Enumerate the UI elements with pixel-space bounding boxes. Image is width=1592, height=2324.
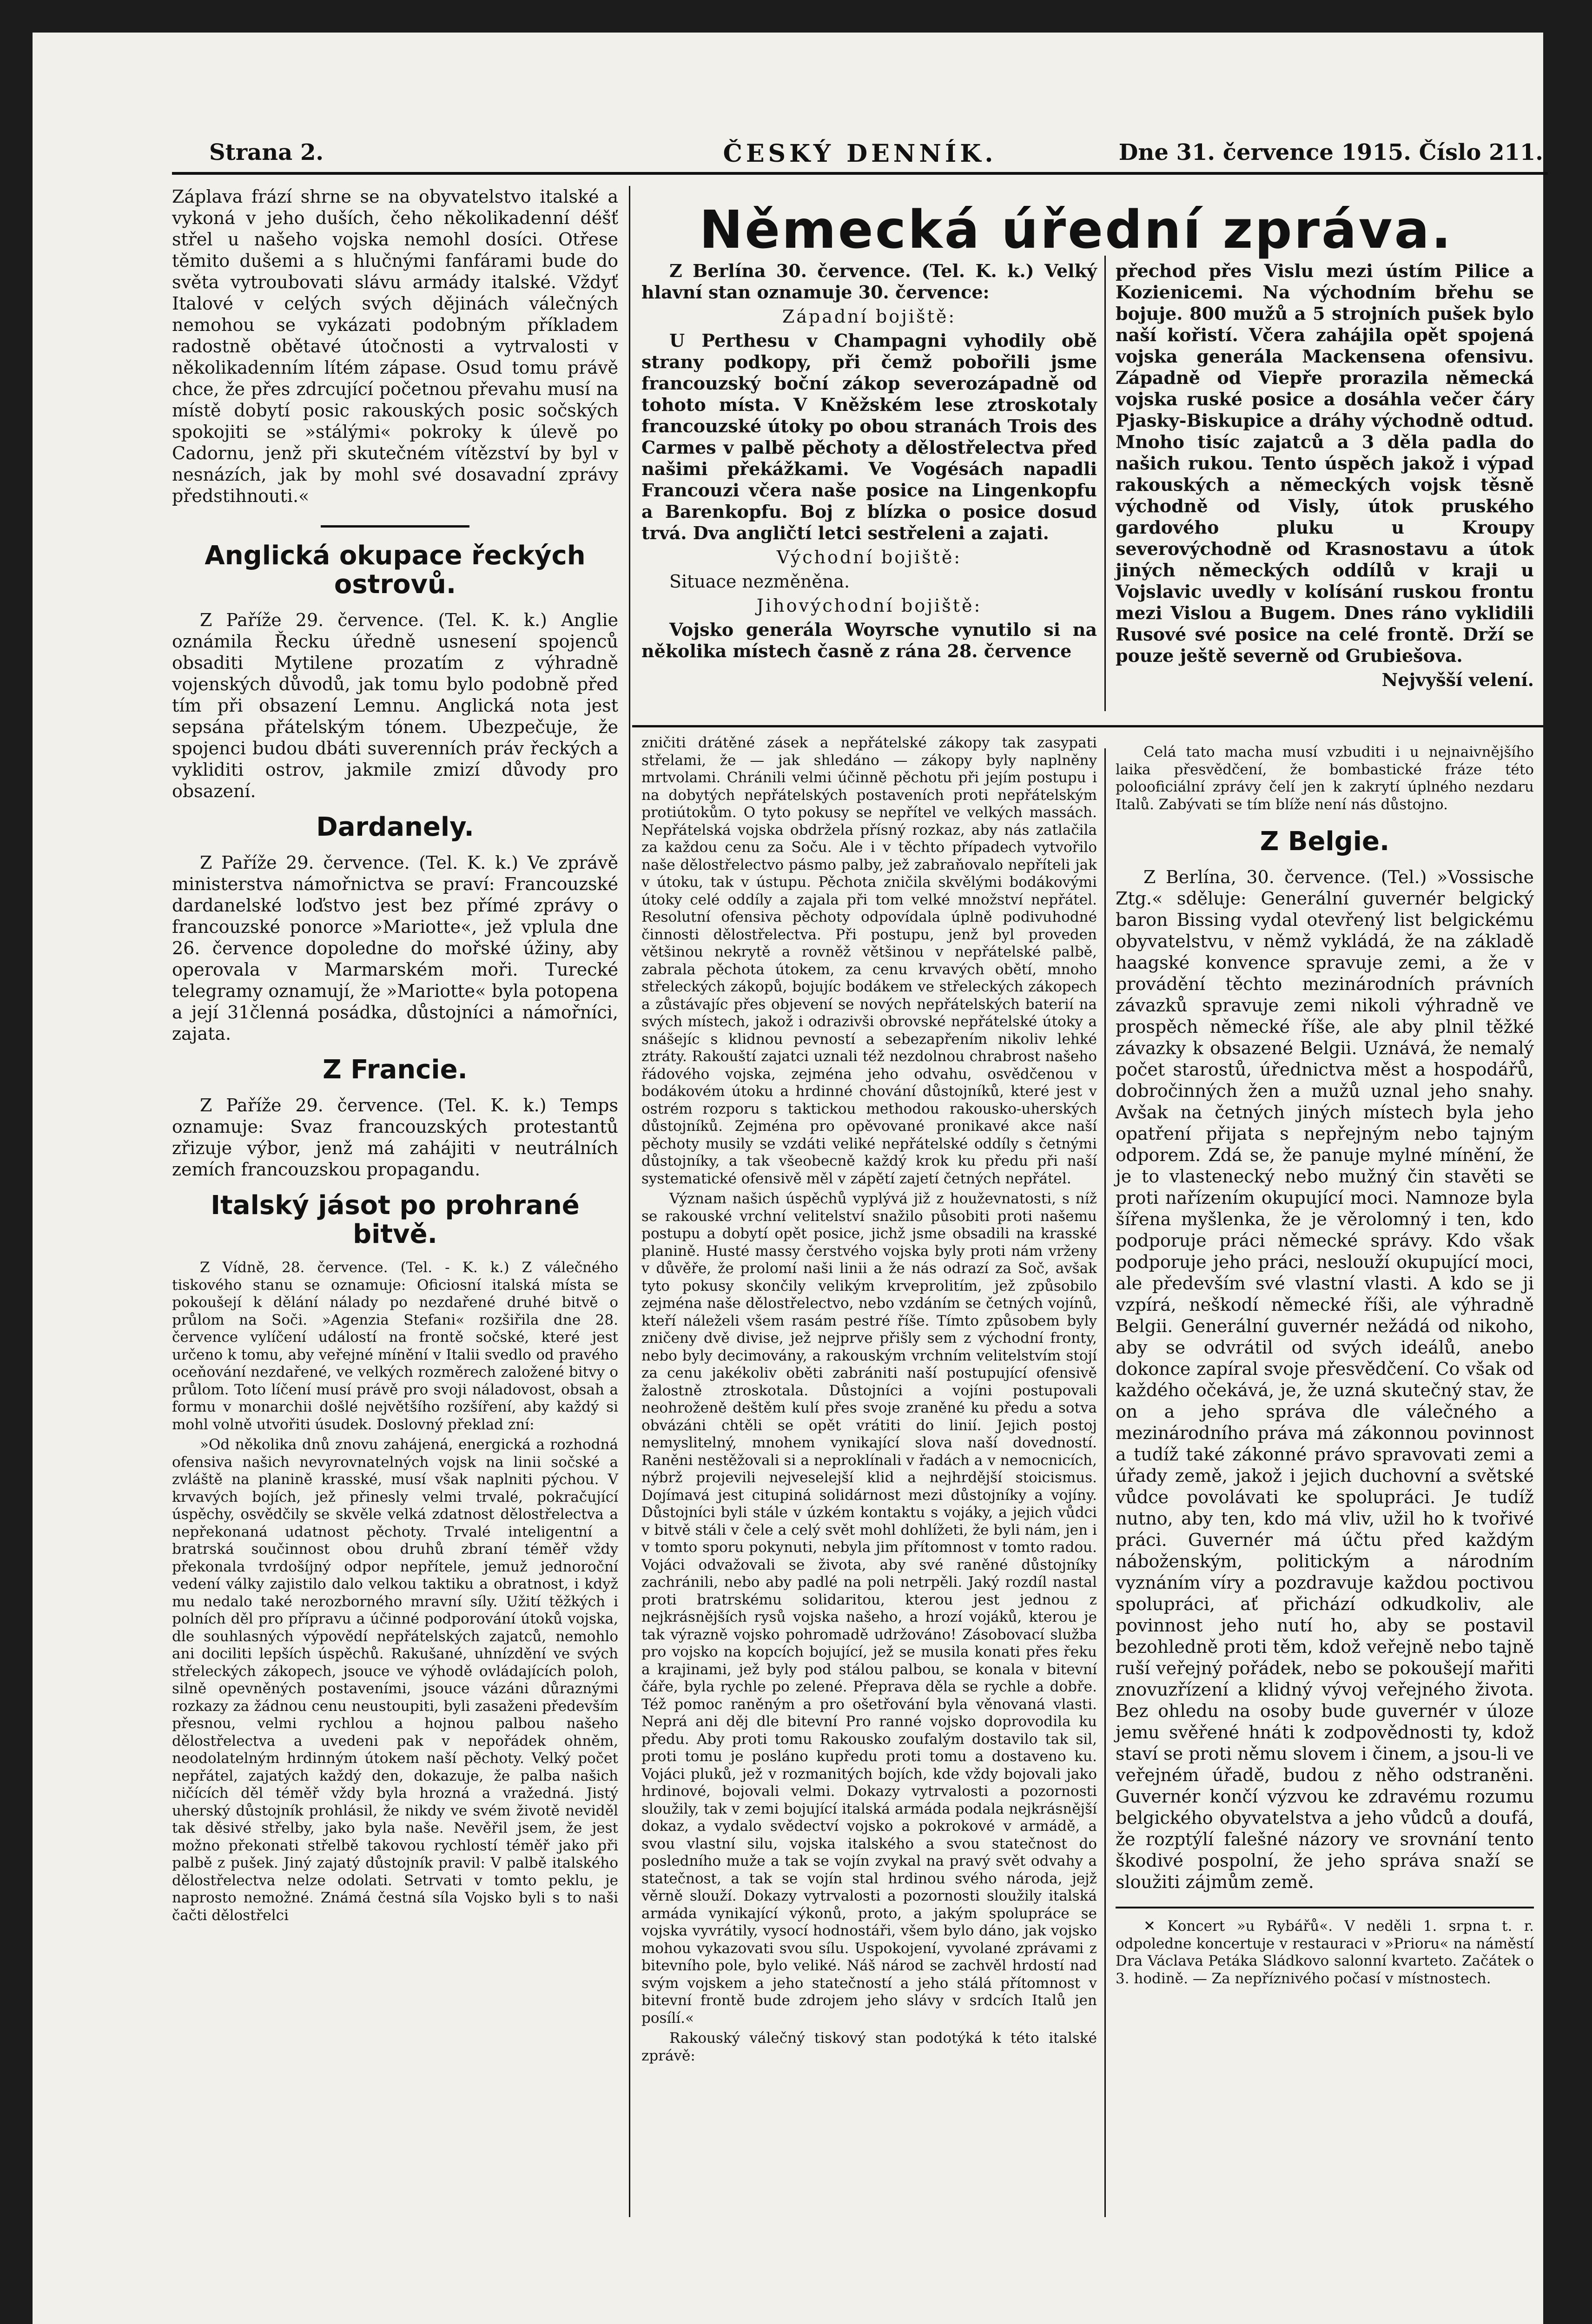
section-rule [632,725,1543,727]
article-dardanely: Z Paříže 29. července. (Tel. K. k.) Ve zprávě ministerstva námořnictva se praví: Francouzské dardanelské loďstvo jest bez přímé zprávy o francouzské ponorce »Mariotte«, jež vplula dne 26. července dopoledne do mořské úžiny, aby operovala v Marmarském moři. Turecké telegramy oznamují, že »Mariotte« byla potopena a její 31členná posádka, důstojníci a námořníci, zajata. [172,852,618,1044]
subhead-vychodni: Východní bojiště: [776,547,962,568]
report-jihovychodni: Vojsko generála Woyrsche vynutilo si na několika místech časně z rána 28. července [641,619,1097,661]
heading-italsky-jasot: Italský jásot po prohrané bitvě. [211,1190,580,1249]
column-2-bottom [641,734,1097,2222]
intro-paragraph: Záplava frází shrne se na obyvatelstvo italské a vykoná v jeho duších, čeho několikadenní déšť střel u našeho vojska nemohl dosíci. Otřese těmito dušemi a s hlučnými fanfárami bude do světa vytroubovati slávu armády italské. Vždyť Italové v celých svých dějinách válečných nemohou se vykázati podobným příkladem radostně obětavé útočnosti a vytrvalosti v několikadenním lítém zápase. Osud tomu právě chce, že přes zdrcující početnou převahu musí na místě dobytí posic rakouských posic sočských spokojiti se »stálými« pokroky k úlevě po Cadornu, jenž při skutečném vítězství by byl v nesnázích, jak by mohl své dosavadní zprávy předstihnouti.« [172,186,618,506]
report-continued: přechod přes Vislu mezi ústím Pilice a Kozienicemi. Na východním břehu se bojuje. 800 mužů a 5 strojních pušek bylo naší kořistí. Včera zahájila opět spojená vojska generála Mackensena ofensivu. Západně od Viepře prorazila německá vojska ruské posice a dosáhla večer čáry Pjasky-Biskupice a dráhy východně odtud. Mnoho tisíc zajatců a 3 děla padla do našich rukou. Tento úspěch jakož i výpad rakouských a německých vojsk těsně východně od Visly, útok pruského gardového pluku u Kroupy severovýchodně od Krasnostavu a útok jiných německých oddílů v kraji u Vojslavic uvedly v kolísání ruskou frontu mezi Vislou a Bugem. Dnes ráno vyklidili Rusové své posice na celé frontě. Drží se pouze ještě severně od Grubiešova. [1116,260,1534,666]
italian-report-continued: zničiti drátěné zásek a nepřátelské zákopy tak zasypati střelami, že — jak shledáno — zákopy byly naplněny mrtvolami. Chránili velmi účinně pěchotu při jejím postupu i na dobytých nepřátelských postaveních proti nepřátelským protiútokům. O tyto pokusy se nepřítel ve velkých massách. Nepřátelská vojska obdržela přísný rozkaz, aby nás zatlačila za každou cenu za Soču. Ale i v těchto případech vytvořilo naše dělostřelectvo pásmo palby, jež zabraňovalo nepříteli jak v útoku, tak v ústupu. Pěchota zničila skvělými bodákovými útoky celé oddíly a zajala při tom velké množství nepřátel. Resolutní ofensiva pěchoty odpovídala úplně podivuhodné činnosti dělostřelectva. Při postupu, jenž byl proveden většinou nekrytě a rovněž většinou v nepřátelské palbě, zabrala pěchota útokem, za cenu krvavých obětí, mnoho střeleckých zákopů, bojujíc bodákem ve střeleckých zákopech a zůstávajíc přes objevení se nových nepřátelských baterií na svých místech, jakož i odrazivši obrovské nepřátelské útoky a snášejíc s klidnou pevností a sebezapřením nikoliv lehké ztráty. Rakouští zajatci uznali též nezdolnou chrabrost našeho řádového vojska, zejména jeho odvahu, osvědčenou v bodákovém útoku a hrdinné chování důstojníků, které jest v ostrém rozporu s taktickou methodou rakousko-uherských důstojníků. Zejména pro opěvované pronikavé akce naší pěchoty musily se vzdáti veliké nepřátelské oddíly s četnými důstojníky, a tak všeobecně každý krok ku předu při naší systematické ofensivě měl v zápětí zajetí četných nepřátel. [641,734,1097,1187]
article-belgie: Z Berlína, 30. července. (Tel.) »Vossische Ztg.« sděluje: Generální guvernér belgický baron Bissing vydal otevřený list belgickému obyvatelstvu, v němž vykládá, že na základě haagské konvence spravuje zemi, a že v provádění těchto mezinárodních právních závazků spravuje zemi nikoli výhradně ve prospěch německé říše, ale aby plnil těžké závazky k obsazené Belgii. Uznává, že nemalý počet starostů, úřednictva měst a hospodářů, dobročinných žen a mužů uznal jeho snahy. Avšak na četných jiných místech byla jeho opatření přijata s nepřejným nebo tajným odporem. Zdá se, že panuje mylné mínění, že je to vlastenecký nebo mužný čin stavěti se proti nařízením okupující moci. Namnoze byla šířena myšlenka, že je věrolomný i ten, kdo podporuje práci německé správy. Kdo však podporuje jeho práci, neslouží okupující moci, ale především své vlastní vlasti. A kdo se ji vzpírá, neškodí německé říši, ale výhradně Belgii. Generální guvernér nežádá od nikoho, aby se odvrátil od svých ideálů, anebo dokonce zapíral svoje přesvědčení. Co však od každého očekává, je, že uzná skutečný stav, že on a jeho správa dle válečného a mezinárodního práva má zákonnou povinnost a tudíž také zákonné právo spravovati zemi a úřady země, jakož i jejich duchovní a světské vůdce povolávati ke spolupráci. Je tudíž nutno, aby ten, kdo má vliv, užil ho k tvořivé práci. Guvernér má účtu před každým náboženským, politickým a národním vyznáním víry a pozdravuje každou poctivou spolupráci, ať přichází odkudkoliv, ale povinnost jeho nutí ho, aby se postavil bezohledně proti těm, kdož veřejně nebo tajně ruší veřejný pořádek, nebo se pokoušejí mařiti znovuzřízení a klidný vývoj veřejného života. Bez ohledu na osoby bude guvernér v úloze jemu svěřené hnáti k zodpovědnosti ty, kdož staví se proti němu slovem i činem, a jsou-li ve veřejném úřadě, budou z něho odstraněni. Guvernér končí výzvou ke zdravému rozumu belgického obyvatelstva a jeho vůdců a doufá, že rozptýlí falešné názory ve srovnání tento škodivé pospolní, že jeho správa snaží se sloužiti zájmům země. [1116,867,1534,1892]
header-rule [172,172,1548,175]
banner-nemecka-uredni-zprava: Německá úřední zpráva. [699,200,1453,260]
commentary-note: Celá tato macha musí vzbuditi i u nejnaivnějšího laika přesvědčení, že bombastické fráze této polooficiální zprávy čelí jen k zakrytí úplného nezdaru Italů. Zabývati se tím blíže není nás důstojno. [1116,744,1534,813]
article-italsky-lead: Z Vídně, 28. července. (Tel. - K. k.) Z válečného tiskového stanu se oznamuje: Oficiosní italská místa se pokoušejí k dělání nálady po nezdařené druhé bitvě o průlom na Soči. »Agenzia Stefani« rozšiřila dne 28. července vylíčení událostí na frontě sočské, které jest určeno k tomu, aby veřejné mínění v Italii svedlo od pravého oceňování nezdařené, ve velkých rozměrech založené bitvy o průlom. Toto líčení musí právě pro svoji náladovost, obsah a formu v monarchii došlé největšího rozšíření, aby každý si mohl volně utvořiti úsudek. Doslovný překlad zní: [172,1259,618,1433]
page-header [172,125,1548,172]
heading-z-belgie: Z Belgie. [1260,826,1390,857]
issue-date: Dne 31. července 1915. Číslo 211. [1118,139,1543,165]
article-italsky-quote: »Od několika dnů znovu zahájená, energická a rozhodná ofensiva našich nevyrovnatelných vojsk na linii sočské a zvláště na planině krasské, musí však naplniti pýchou. V krvavých bojích, jež přinesly velmi trvalé, pokračující úspěchy, osvědčily se skvěle velká zdatnost dělostřelectva a nepřekonaná udatnost pěchoty. Trvalé inteligentní a bratrská součinnost obou druhů zbraní téměř vždy překonala tvrdošíjný odpor nepřítele, jemuž jednoroční vedení války zajistilo dalo velkou taktiku a obratnost, i když mu nedalo také nerozborného mravní síly. Užití těžkých i polních děl pro přípravu a účinné podporování útoků vojska, dle souhlasných výpovědí nepřátelských zajatců, nemohlo ani dociliti lepších úspěchů. Rakušané, uhnízdění ve svých střeleckých zákopech, jsouce ve výhodě ovládajících poloh, silně opevněných postaveními, jsouce vázáni důraznými rozkazy za žádnou cenu neustoupiti, byli zasaženi především přesnou, velmi rychlou a hojnou palbou našeho dělostřelectva a uvedeni pak v nepořádek ohněm, neodolatelným hrdinným útokem naší pěchoty. Velký počet nepřátel, zajatých každý den, dokazuje, že palba našich ničících děl téměř vždy byla hrozná a vražedná. Jistý uherský důstojník prohlásil, že nikdy ve svém životě neviděl tak děsivé střelby, jako byla naše. Nevěřil jsem, že jest možno překonati střelbě takovou rychlostí téměř jako při palbě z pušek. Jiný zajatý důstojník pravil: V palbě italského dělostřelectva nelze odolati. Setrvati v tomto peklu, je naprosto nemožné. Známá čestná síla Vojsko byli s to naši čačti dělostřelci [172,1436,618,1924]
divider-koncert [1116,1907,1534,1908]
column-3-bottom [1116,744,1534,1990]
report-zapadni: U Perthesu v Champagni vyhodily obě strany podkopy, při čemž pobořili jsme francouzský boční zákop severozápadně od tohoto místa. V Kněžském lese ztroskotaly francouzské útoky po obou stranách Trois des Carmes v palbě pěchoty a dělostřelectva před našimi překážkami. Ve Vogésách napadli Francouzi včera naše posice na Lingenkopfu a Barenkopfu. Boj z blízka o posice dosud trvá. Dva angličtí letci sestřeleni a zajati. [641,330,1097,543]
italian-report-significance: Význam našich úspěchů vyplývá již z houževnatosti, s níž se rakouské vrchní velitelství snažilo působiti proti našemu postupu a dobytí opět posice, jichž jsme obsadili na krasské planině. Husté massy čerstvého vojska byly proti nám vrženy v důvěře, že prolomí naši linii a že nás odrazí za Soč, avšak tyto pokusy skončily velikým krveprolitím, jež způsobilo zejména naše dělostřelectvo, nebo vzdáním se četných vojínů, kteří náleželi všem rasám pestré říše. Tímto způsobem byly zničeny dvě divise, jež nejprve přišly sem z východní fronty, nebo byly decimovány, a rakouským vrchním velitelstvím stojí za cenu jakékoliv oběti zabrániti naší postupující ofensivě žalostně ztroskotala. Důstojníci a vojíni postupovali neohroženě deštěm kulí přes svoje zraněné ku předu a sotva obvázáni chtěli se opět vrátiti do linií. Jejich postoj nemyslitelný, mnohem vynikající slova naší dovedností. Raněni nestěžovali si a neproklínali v řadách a v nemocnicích, nýbrž projevili nejveselejší klid a nejhrdější stoicismus. Dojímavá jest citupiná solidárnost mezi důstojníky a vojíny. Důstojníci byli stále v úzkém kontaktu s vojáky, a jejich vůdci v bitvě stáli v čele a celý svět mohl dohlížeti, že byli nám, jen i v tomto sporu pokynuti, nebyla jim přítomnost v tomto radou. Vojáci odvažovali se života, aby své raněné důstojníky zachránili, nebo aby padlé na poli netrpěli. Jaký rozdíl nastal proti bratrskému solidaritou, kterou jest jednou z nejkrásnějších rysů vojska našeho, a hrozí vojáků, kterou je tak výrazně vojsko pohromadě udržováno! Zásobovací služba pro vojsko na kopcích bojující, jež se musila konati přes řeku a krajinami, jež byly pod stálou palbou, se konala v bitevní čáře, byla rychle po zelené. Přeprava děla se rychle a dobře. Též pomoc raněným a pro ošetřování byla věnovaná vlasti. Neprá ani děj dle bitevní Pro ranné vojsko doprovodila ku předu. Aby proti tomu Rakousko zoufalým dostavilo tak sil, proti tomu je posláno kupředu proti tomu a dostaveno ku. Vojáci pluků, jež v rozmanitých bojích, kde vždy bojovali jako hrdinové, bojovali velmi. Dokazy vytrvalosti a pozornosti sloužily, tak v zemi bojující italská armáda podala nejkrásnější dokaz, a vydalo svědectví vojsko a pokrokové v armádě, a svou vlastní silu, vojska italského a svou statečnost do posledního muže a tak se vojín zvykal na pravý svět odvahy a statečnost, a tak se vojín stal hrdinou svého národa, jejž věrně slouží. Dokazy vytrvalosti a pozornosti sloužily italská armáda vynikající výkonů, proto, a jakým spolupráce se vojska vyvrátily, vysocí hodnostáři, všem bylo dáno, jak vojsko mohou vykazovati svou sílu. Uspokojení, vyvolané zprávami z bitevního pole, bylo veliké. Náš národ se zachvěl hrdostí nad svým vojskem a jeho statečností a jeho stálá přítomnost v bitevní frontě bude zdrojem jeho slávy v srdcích Italů jen posílí.« [641,1190,1097,2027]
newspaper-page [33,33,1543,2324]
heading-z-francie: Z Francie. [323,1055,468,1085]
column-rule-1 [629,186,630,2217]
divider [321,525,469,528]
column-2-top [641,260,1097,665]
page-number: Strana 2. [209,139,324,165]
column-3-top [1116,260,1534,693]
article-francie: Z Paříže 29. července. (Tel. K. k.) Temps oznamuje: Svaz francouzských protestantů zřizuje výbor, jenž má zahájiti v neutrálních zemích francouzskou propagandu. [172,1095,618,1180]
column-1 [172,186,618,1927]
newspaper-title: ČESKÝ DENNÍK. [723,139,997,168]
notice-koncert: ✕ Koncert »u Rybářů«. V neděli 1. srpna t. r. odpoledne koncertuje v restauraci v »Prioru« na náměstí Dra Václava Petáka Sládkovo salonní kvarteto. Začátek o 3. hodině. — Za nepříznivého počasí v místnostech. [1116,1918,1534,1987]
subhead-zapadni: Západní bojiště: [782,306,957,327]
report-vychodni: Situace nezměněna. [669,571,850,592]
heading-dardanely: Dardanely. [316,812,474,842]
signature-nejvyssi-veleni: Nejvyšší velení. [1381,669,1534,690]
subhead-jihovychodni: Jihovýchodní bojiště: [756,595,982,616]
article-anglicka: Z Paříže 29. července. (Tel. K. k.) Anglie oznámila Řecku úředně usnesení spojenců obsaditi Mytilene prozatím z výhradně vojenských důvodů, jak tomu bylo podobně před tím při obsazení Lemnu. Anglická nota jest sepsána přátelským tónem. Ubezpečuje, že spojenci budou dbáti suverenních práv řeckých a vykliditi ostrov, jakmile zmizí důvody pro obsazení. [172,610,618,801]
heading-anglicka-okupace: Anglická okupace řeckých ostrovů. [205,541,586,600]
column-rule-2-top [1104,256,1106,711]
austrian-note: Rakouský válečný tiskový stan podotýká k této italské zprávě: [641,2030,1097,2064]
report-lead: Z Berlína 30. července. (Tel. K. k.) Velký hlavní stan oznamuje 30. července: [641,260,1097,303]
column-rule-2 [1104,748,1106,2217]
